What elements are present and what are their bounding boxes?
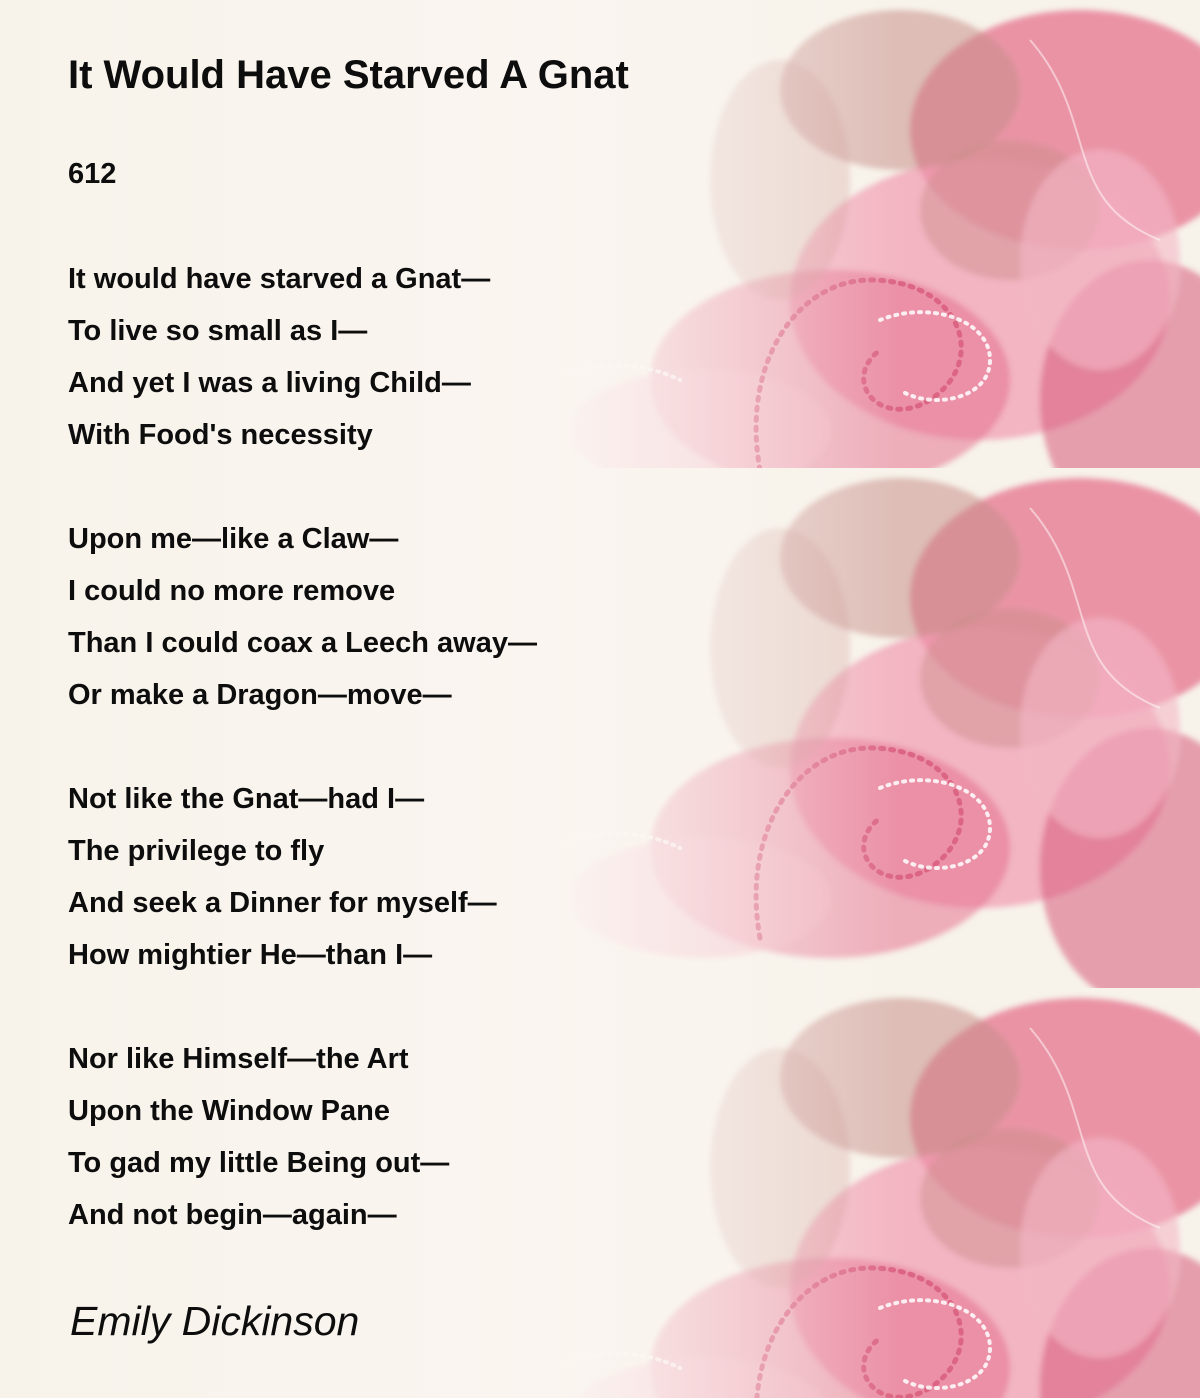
poem-line: Upon the Window Pane	[68, 1095, 390, 1127]
poem-line: And not begin—again—	[68, 1199, 397, 1231]
poem-line: With Food's necessity	[68, 419, 373, 451]
poem-number: 612	[68, 158, 117, 190]
poem-line: Than I could coax a Leech away—	[68, 627, 537, 659]
poem-line: Or make a Dragon—move—	[68, 679, 452, 711]
poem-title: It Would Have Starved A Gnat	[68, 53, 629, 97]
poem-author: Emily Dickinson	[70, 1298, 360, 1344]
poem-line: To live so small as I—	[68, 315, 368, 347]
poem-line: How mightier He—than I—	[68, 939, 433, 971]
poem-line: And seek a Dinner for myself—	[68, 887, 497, 919]
poem-line: I could no more remove	[68, 575, 396, 607]
poem-line: It would have starved a Gnat—	[68, 263, 491, 295]
poem-line: Not like the Gnat—had I—	[68, 783, 425, 815]
poem-line: Upon me—like a Claw—	[68, 523, 399, 555]
poem-line: To gad my little Being out—	[68, 1147, 450, 1179]
poem-line: Nor like Himself—the Art	[68, 1043, 409, 1075]
poem-line: And yet I was a living Child—	[68, 367, 471, 399]
poem-line: The privilege to fly	[68, 835, 325, 867]
